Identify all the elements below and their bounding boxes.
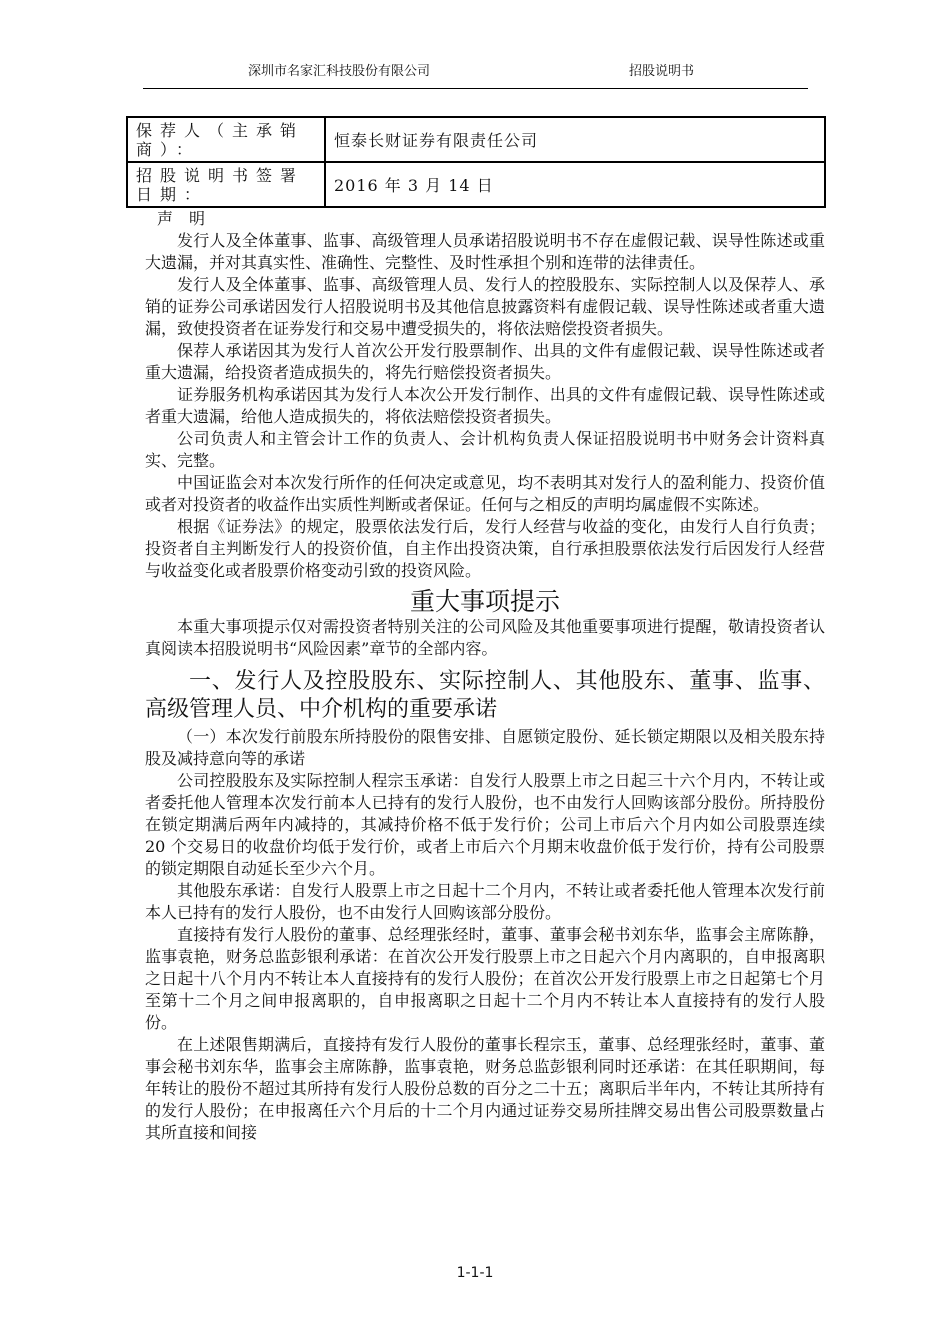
declaration-paragraph: 根据《证券法》的规定，股票依法发行后，发行人经营与收益的变化，由发行人自行负责；投资者自主判断发行人的投资价值，自主作出投资决策，自行承担股票依法发行后因发行人经营与收益变化或者股票价格变动引致的投资风险。 <box>145 517 825 580</box>
declaration-paragraph: 中国证监会对本次发行所作的任何决定或意见，均不表明其对发行人的盈利能力、投资价值或者对投资者的收益作出实质性判断或者保证。任何与之相反的声明均属虚假不实陈述。 <box>145 473 825 514</box>
commitment-paragraph: 其他股东承诺：自发行人股票上市之日起十二个月内，不转让或者委托他人管理本次发行前本人已持有的发行人股份，也不由发行人回购该部分股份。 <box>145 881 825 922</box>
signing-date-label: 招股说明书签署日期： <box>127 162 325 207</box>
sponsor-value: 恒泰长财证券有限责任公司 <box>325 117 825 162</box>
subsection-1-title: （一）本次发行前股东所持股份的限售安排、自愿锁定股份、延长锁定期限以及相关股东持股及减持意向等的承诺 <box>145 727 825 768</box>
declaration-paragraph: 公司负责人和主管会计工作的负责人、会计机构负责人保证招股说明书中财务会计资料真实、完整。 <box>145 429 825 470</box>
declaration-paragraph: 保荐人承诺因其为发行人首次公开发行股票制作、出具的文件有虚假记载、误导性陈述或者重大遗漏，给投资者造成损失的，将先行赔偿投资者损失。 <box>145 341 825 382</box>
table-row <box>127 117 825 162</box>
major-matters-title: 重大事项提示 <box>409 587 560 616</box>
sponsor-label: 保荐人（主承销商）： <box>127 117 325 162</box>
commitment-paragraph: 在上述限售期满后，直接持有发行人股份的董事长程宗玉，董事、总经理张经时，董事、董事会秘书刘东华，监事会主席陈静，监事袁艳，财务总监彭银利同时还承诺：在其任职期间，每年转让的股份不超过其所持有发行人股份总数的百分之二十五；离职后半年内，不转让其所持有的发行人股份；在申报离任六个月后的十二个月内通过证券交易所挂牌交易出售公司股票数量占其所直接和间接 <box>145 1035 825 1142</box>
header-document-type: 招股说明书 <box>629 64 695 79</box>
header-company-name: 深圳市名家汇科技股份有限公司 <box>248 64 431 79</box>
page-header <box>143 56 808 89</box>
issuer-info-table <box>126 116 826 208</box>
table-row <box>127 162 825 207</box>
commitment-paragraph: 直接持有发行人股份的董事、总经理张经时，董事、董事会秘书刘东华，监事会主席陈静，监事袁艳，财务总监彭银利承诺：在首次公开发行股票上市之日起六个月内离职的，自申报离职之日起十八个月内不转让本人直接持有的发行人股份；在首次公开发行股票上市之日起第七个月至第十二个月之间申报离职的，自申报离职之日起十二个月内不转让本人直接持有的发行人股份。 <box>145 925 825 1032</box>
declaration-heading: 声明 <box>157 209 222 228</box>
declaration-paragraph: 发行人及全体董事、监事、高级管理人员承诺招股说明书不存在虚假记载、误导性陈述或重大遗漏，并对其真实性、准确性、完整性、及时性承担个别和连带的法律责任。 <box>145 231 825 272</box>
declaration-paragraph: 发行人及全体董事、监事、高级管理人员、发行人的控股股东、实际控制人以及保荐人、承销的证券公司承诺因发行人招股说明书及其他信息披露资料有虚假记载、误导性陈述或者重大遗漏，致使投资者在证券发行和交易中遭受损失的，将依法赔偿投资者损失。 <box>145 275 825 338</box>
document-body <box>145 208 825 1144</box>
major-matters-intro: 本重大事项提示仅对需投资者特别关注的公司风险及其他重要事项进行提醒，敬请投资者认真阅读本招股说明书“风险因素”章节的全部内容。 <box>145 617 825 658</box>
declaration-paragraph: 证券服务机构承诺因其为发行人本次公开发行制作、出具的文件有虚假记载、误导性陈述或者重大遗漏，给他人造成损失的，将依法赔偿投资者损失。 <box>145 385 825 426</box>
page-number: 1-1-1 <box>456 1265 494 1281</box>
signing-date-value: 2016 年 3 月 14 日 <box>325 162 825 207</box>
section-1-title: 一、发行人及控股股东、实际控制人、其他股东、董事、监事、高级管理人员、中介机构的重要承诺 <box>145 669 825 722</box>
commitment-paragraph: 公司控股股东及实际控制人程宗玉承诺：自发行人股票上市之日起三十六个月内，不转让或者委托他人管理本次发行前本人已持有的发行人股份，也不由发行人回购该部分股份。所持股份在锁定期满后两年内减持的，其减持价格不低于发行价；公司上市后六个月内如公司股票连续 20 个交易日的收盘价均低于发行价，或者上市后六个月期末收盘价低于发行价，持有公司股票的锁定期限自动延长至少六个月。 <box>145 771 825 878</box>
